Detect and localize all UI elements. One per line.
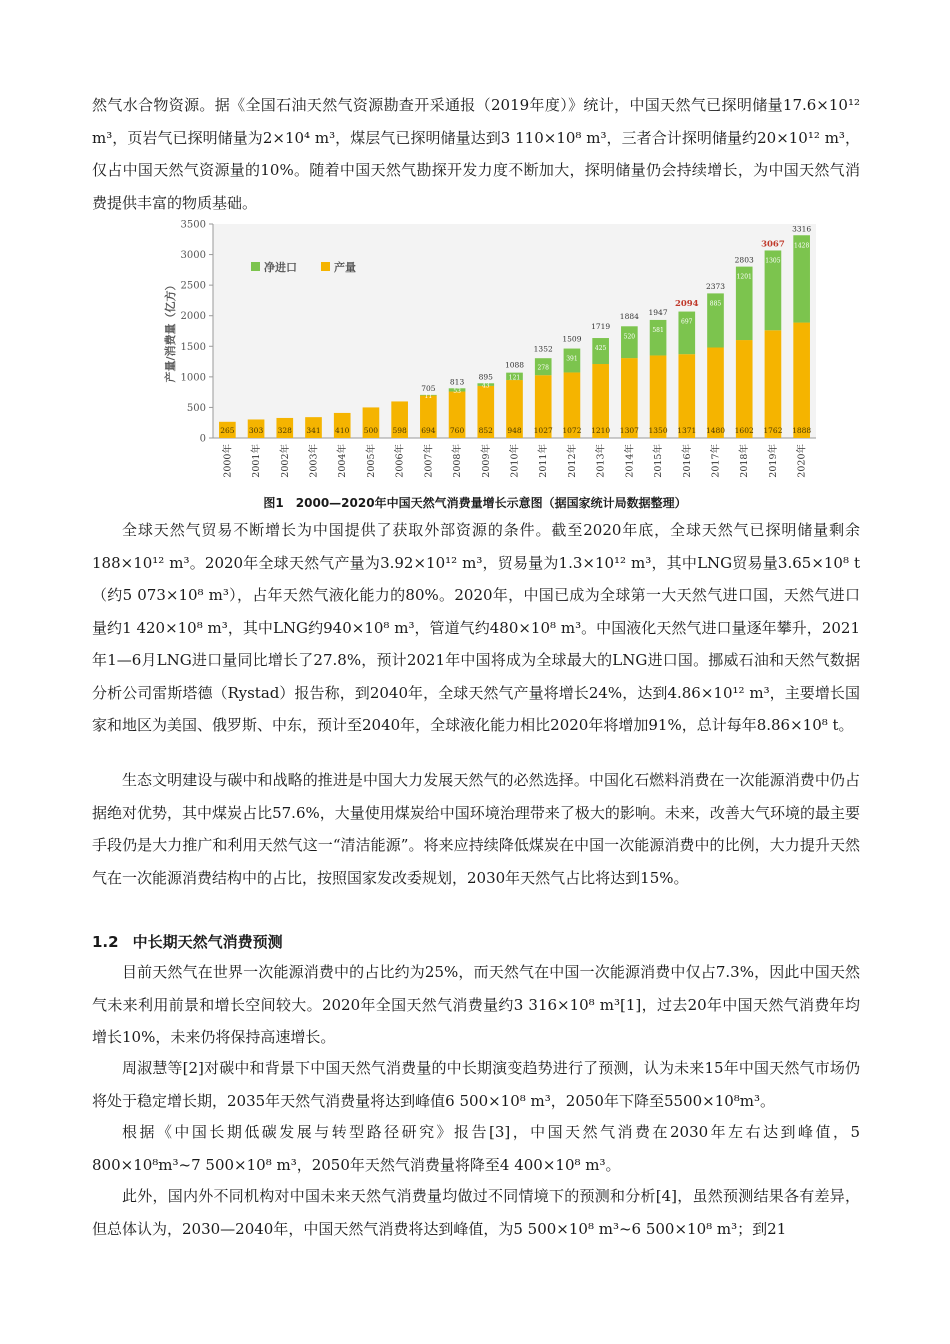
bar-total-label: 2803 — [734, 255, 754, 265]
bar-production — [765, 330, 782, 438]
x-tick-label: 2004年 — [337, 444, 349, 478]
section-title: 中长期天然气消费预测 — [132, 933, 283, 951]
bar-production-label: 1027 — [533, 426, 553, 435]
bar-net-import-label: 697 — [681, 318, 693, 326]
y-tick-label: 3000 — [180, 250, 206, 262]
x-tick-label: 2019年 — [767, 444, 779, 478]
bar-total-label: 1352 — [533, 344, 553, 354]
bar-net-import-label: 425 — [594, 345, 607, 353]
legend-label-production: 产量 — [334, 261, 356, 274]
x-tick-label: 2017年 — [710, 444, 722, 478]
y-tick-label: 2500 — [180, 280, 206, 292]
bar-net-import-label: 1428 — [794, 242, 810, 250]
x-tick-label: 2011年 — [538, 444, 550, 478]
x-tick-label: 2020年 — [796, 444, 808, 478]
bar-total-label: 1719 — [591, 321, 611, 331]
paragraph-institutions-forecast: 此外，国内外不同机构对中国未来天然气消费量均做过不同情境下的预测和分析[4]，虽然预测结果各有差异，但总体认为，2030—2040年，中国天然气消费将达到峰值，为5 500×10⁸ m³~6 500×10⁸ m³；到21 — [92, 1187, 860, 1238]
bar-total-label: 705 — [421, 383, 436, 393]
bar-net-import-label: 53 — [453, 387, 461, 395]
bar-net-import-label: 1305 — [765, 257, 781, 265]
bar-net-import — [621, 326, 638, 358]
x-tick-label: 2013年 — [595, 444, 607, 478]
bar-production-label: 852 — [478, 426, 493, 435]
y-tick-label: 2000 — [180, 311, 206, 323]
bar-production-label: 1762 — [763, 426, 783, 435]
legend-swatch-production — [321, 262, 330, 271]
bar-net-import-label: 121 — [508, 374, 521, 382]
x-tick-label: 2005年 — [365, 444, 377, 478]
consumption-chart — [158, 214, 818, 494]
bar-production-label: 265 — [220, 426, 235, 435]
bar-production-label: 500 — [363, 426, 379, 435]
x-tick-label: 2018年 — [739, 444, 751, 478]
bar-production-label: 1888 — [792, 426, 812, 435]
bar-production-label: 948 — [507, 426, 522, 435]
bar-production-label: 1602 — [734, 426, 754, 435]
y-axis-label: 产量/消费量（亿方） — [164, 279, 177, 383]
bar-net-import-label: 1201 — [736, 273, 752, 281]
bar-production-label: 1210 — [591, 426, 611, 435]
x-tick-label: 2010年 — [509, 444, 521, 478]
legend-label-net-import: 净进口 — [264, 261, 297, 274]
bar-total-label: 2094 — [674, 298, 699, 309]
bar-production-label: 410 — [335, 426, 350, 435]
bar-production — [793, 323, 810, 438]
x-tick-label: 2016年 — [681, 444, 693, 478]
paragraph-global-trade: 全球天然气贸易不断增长为中国提供了获取外部资源的条件。截至2020年底，全球天然气已探明储量剩余188×10¹² m³。2020年全球天然气产量为3.92×10¹² m³，贸易量为1.3×10¹² m³，其中LNG贸易量3.65×10⁸ t（约5 073×10⁸ m³），占年天然气液化能力的80%。2020年，中国已成为全球第一大天然气进口国，天然气进口量约1 420×10⁸ m³，其中LNG约940×10⁸ m³，管道气约480×10⁸ m³。中国液化天然气进口量逐年攀升，2021年1—6月LNG进口量同比增长了27.8%，预计2021年中国将成为全球最大的LNG进口国。挪威石油和天然气数据分析公司雷斯塔德（Rystad）报告称，到2040年，全球天然气产量将增长24%，达到4.86×10¹² m³，主要增长国家和地区为美国、俄罗斯、中东，预计至2040年，全球液化能力相比2020年将增加91%，总计每年8.86×10⁸ t。 — [92, 521, 860, 734]
paragraph-reserves: 然气水合物资源。据《全国石油天然气资源勘查开采通报（2019年度）》统计，中国天然气已探明储量17.6×10¹² m³，页岩气已探明储量为2×10⁴ m³，煤层气已探明储量达到3 110×10⁸ m³，三者合计探明储量约20×10¹² m³，仅占中国天然气资源量的10%。随着中国天然气勘探开发力度不断加大，探明储量仍会持续增长，为中国天然气消费提供丰富的物质基础。 — [92, 96, 860, 212]
bar-total-label: 1947 — [648, 307, 668, 317]
bar-total-label: 1088 — [504, 360, 525, 370]
bar-net-import-label: 391 — [566, 355, 578, 363]
bar-production-label: 341 — [306, 426, 321, 435]
bar-total-label: 895 — [478, 372, 493, 382]
bar-production — [707, 348, 724, 438]
bar-production — [736, 340, 753, 438]
paragraph-report-forecast: 根据《中国长期低碳发展与转型路径研究》报告[3]，中国天然气消费在2030年左右达到峰值，5 800×10⁸m³~7 500×10⁸ m³，2050年天然气消费量将降至4 400×10⁸ m³。 — [92, 1123, 860, 1174]
bar-net-import-label: 278 — [537, 364, 549, 372]
bar-net-import-label: 885 — [709, 300, 722, 308]
x-tick-label: 2007年 — [423, 444, 435, 478]
x-tick-label: 2014年 — [624, 444, 636, 478]
bar-net-import-label: 11 — [424, 393, 433, 401]
bar-net-import-label: 581 — [652, 326, 664, 334]
y-tick-label: 0 — [199, 433, 206, 445]
bar-total-label: 1884 — [619, 311, 639, 321]
bar-production-label: 1480 — [705, 426, 726, 435]
bar-total-label: 1509 — [562, 334, 582, 344]
y-tick-label: 500 — [186, 402, 206, 414]
y-tick-label: 3500 — [180, 219, 206, 231]
x-tick-label: 2003年 — [308, 444, 320, 478]
bar-production-label: 328 — [277, 426, 292, 435]
bar-total-label: 3067 — [761, 239, 785, 250]
bar-production-label: 694 — [421, 426, 436, 435]
section-number: 1.2 — [92, 933, 119, 951]
bar-total-label: 3316 — [792, 224, 812, 234]
y-tick-label: 1500 — [180, 341, 206, 353]
bar-total-label: 2373 — [705, 281, 726, 291]
bar-net-import-label: 43 — [481, 382, 490, 390]
x-tick-label: 2015年 — [653, 443, 665, 478]
bar-production-label: 598 — [392, 426, 407, 435]
x-tick-label: 2008年 — [452, 444, 464, 478]
bar-production-label: 1371 — [677, 426, 697, 435]
figure-caption-text: 2000—2020年中国天然气消费量增长示意图（据国家统计局数据整理） — [295, 496, 687, 510]
figure-caption — [0, 494, 950, 511]
x-tick-label: 2000年 — [222, 444, 234, 478]
bar-total-label: 813 — [449, 377, 465, 387]
bar-production-label: 760 — [449, 426, 465, 435]
bar-production-label: 1350 — [648, 426, 668, 435]
y-tick-label: 1000 — [180, 372, 206, 384]
paragraph-carbon-neutral: 生态文明建设与碳中和战略的推进是中国大力发展天然气的必然选择。中国化石燃料消费在一次能源消费中仍占据绝对优势，其中煤炭占比57.6%，大量使用煤炭给中国环境治理带来了极大的影响。未来，改善大气环境的最主要手段仍是大力推广和利用天然气这一“清洁能源”。将来应持续降低煤炭在中国一次能源消费中的比例，大力提升天然气在一次能源消费结构中的占比，按照国家发改委规划，2030年天然气占比将达到15%。 — [92, 771, 860, 887]
paragraph-forecast-share: 目前天然气在世界一次能源消费中的占比约为25%，而天然气在中国一次能源消费中仅占7.3%，因此中国天然气未来利用前景和增长空间较大。2020年全国天然气消费量约3 316×10⁸ m³[1]，过去20年中国天然气消费年均增长10%，未来仍将保持高速增长。 — [92, 963, 860, 1046]
bar-production-label: 1307 — [619, 426, 639, 435]
paragraph-zhou-forecast: 周淑慧等[2]对碳中和背景下中国天然气消费量的中长期演变趋势进行了预测，认为未来15年中国天然气市场仍将处于稳定增长期，2035年天然气消费量将达到峰值6 500×10⁸ m³，2050年下降至5500×10⁸m³。 — [92, 1059, 860, 1110]
bar-net-import-label: 520 — [623, 333, 636, 341]
figure-label: 图1 — [263, 496, 284, 510]
x-tick-label: 2006年 — [394, 444, 406, 478]
bar-production-label: 1072 — [562, 426, 582, 435]
x-tick-label: 2012年 — [566, 444, 578, 478]
x-tick-label: 2001年 — [251, 444, 263, 478]
x-tick-label: 2009年 — [480, 444, 492, 478]
section-heading — [92, 926, 283, 958]
x-tick-label: 2002年 — [279, 444, 291, 478]
bar-net-import — [650, 320, 667, 356]
bar-production-label: 303 — [248, 426, 264, 435]
legend-swatch-net-import — [251, 262, 260, 271]
